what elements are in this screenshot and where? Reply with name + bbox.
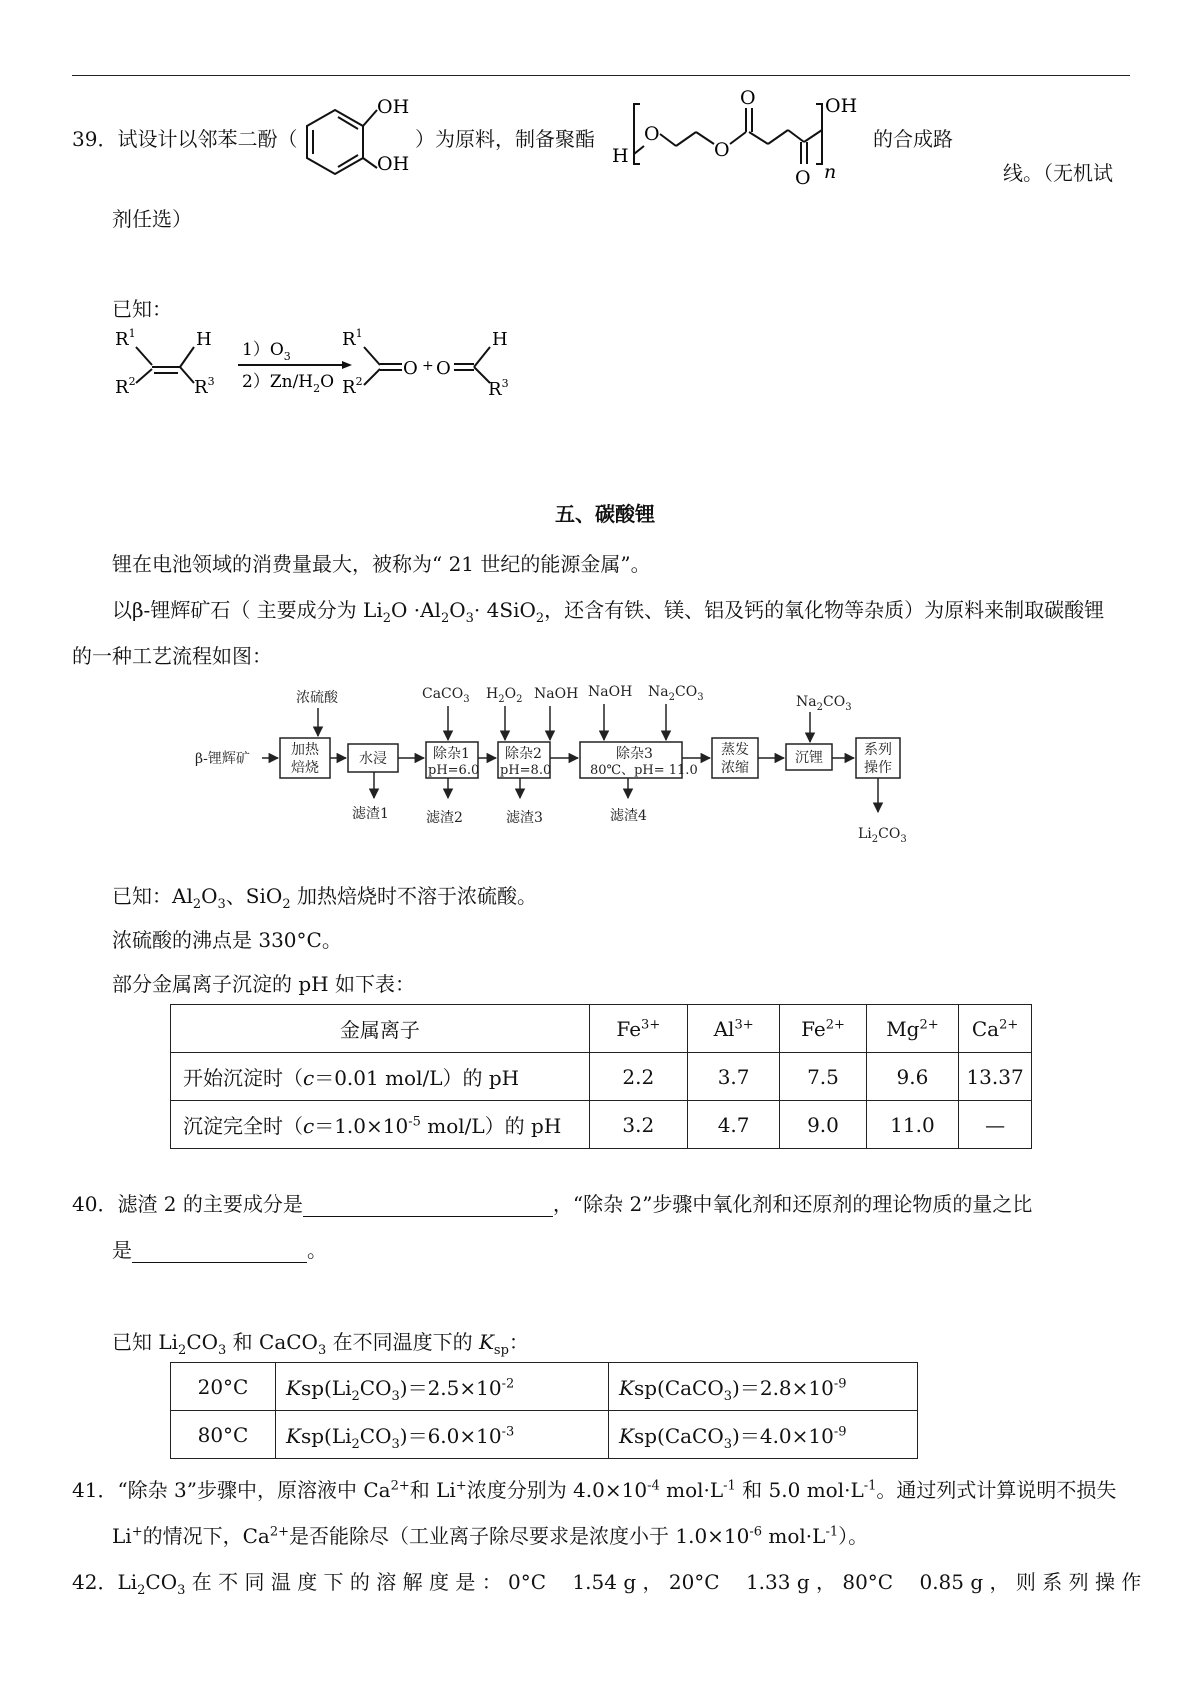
answer-blank-residue2[interactable]: [303, 1192, 553, 1217]
header-rule: [72, 75, 1130, 76]
known2-line3: 部分金属离子沉淀的 pH 如下表：: [112, 972, 415, 996]
svg-text:系列: 系列: [864, 742, 892, 758]
svg-text:除杂2: 除杂2: [505, 746, 542, 762]
reagent-naoh-2: NaOH: [588, 684, 633, 700]
oh-label-bottom: OH: [377, 153, 410, 175]
table-row: 20°C $Ksp(Li_2CO_3)=2.5\times 10^{-2}$ $Ksp(CaCO_3)=2.8\times 10^{-9}$: [171, 1363, 918, 1411]
residue-1: 滤渣1: [352, 806, 389, 822]
svg-text:R1: $R^1$: [115, 327, 136, 350]
svg-text:沉锂: 沉锂: [795, 750, 823, 766]
oh-end: OH: [825, 95, 858, 117]
svg-text:水浸: 水浸: [359, 751, 387, 767]
svg-text:H2O2: $H_2O_2$: [486, 686, 523, 705]
svg-text:R2: $R^2$: [115, 375, 136, 398]
q39-prefix: 39．试设计以邻苯二酚（: [72, 127, 298, 151]
h-end: H: [612, 145, 629, 167]
oh-label-top: OH: [377, 96, 410, 118]
ozonolysis-scheme: [110, 325, 580, 415]
process-flowchart: [190, 680, 1010, 855]
table-row: 80°C $Ksp(Li_2CO_3)=6.0\times 10^{-3}$ $Ksp(CaCO_3)=4.0\times 10^{-9}$: [171, 1411, 918, 1459]
svg-text:浓缩: 浓缩: [721, 760, 749, 776]
svg-text:除杂3: 除杂3: [616, 746, 653, 762]
intro-p3: 的一种工艺流程如图：: [72, 644, 272, 668]
svg-text:加热: 加热: [291, 742, 319, 758]
o-ketone: O: [403, 358, 418, 379]
known2-line1: 已知：$Al_2O_3$、SiO$_2$ 加热焙烧时不溶于浓硫酸。: [112, 884, 537, 912]
plus-sign: +: [422, 358, 434, 374]
svg-text:除杂1: 除杂1: [433, 746, 470, 762]
known2-line2: 浓硫酸的沸点是 330°C。: [112, 928, 342, 952]
intro-p2: 以β-锂辉矿石（ 主要成分为 $Li_2O \cdot Al_2O_3\cdot 4SiO_2$，还含有铁、镁、铝及钙的氧化物等杂质）为原料来制取碳酸锂: [112, 598, 1105, 626]
svg-text:焙烧: 焙烧: [291, 760, 319, 776]
h-alkene: H: [196, 329, 212, 350]
svg-text:R1: $R^1$: [342, 327, 363, 350]
precipitation-ph-table: [170, 1004, 1032, 1149]
intro-p1: 锂在电池领域的消费量最大，被称为“ 21 世纪的能源金属”。: [112, 552, 651, 576]
svg-text:Li2CO3: $Li_2CO_3$: [858, 826, 907, 845]
q39-suffix2: 线。（无机试: [1003, 161, 1113, 185]
catechol-structure: [285, 88, 415, 198]
table-header-row: 金属离子 $Fe^{3+}$ $Al^{3+}$ $Fe^{2+}$ $Mg^{2+}$ $Ca^{2+}$: [171, 1005, 1032, 1053]
q39-suffix: 的合成路: [873, 127, 953, 151]
svg-text:2）Zn/H2O: $2)Zn/H_2O$: [242, 372, 335, 395]
known3-line: 已知 $Li_2CO_3$ 和 CaCO$_3$ 在不同温度下的 $K_{sp}$：: [112, 1330, 529, 1358]
svg-text:pH=6.0: pH=6.0: [428, 763, 480, 778]
q41-line2: Li+的情况下，$Ca^{2+}$是否能除尽（工业离子除尽要求是浓度小于 $1.0\times 10^{-6}$ $mol\cdot L^{-1}$）。: [112, 1524, 869, 1548]
table-row: 开始沉淀时（c＝0.01 mol/L）的 pH 2.2 3.7 7.5 9.6 13.37: [171, 1053, 1032, 1101]
o-aldehyde: O: [436, 358, 451, 379]
q40-line2: 是 。: [112, 1238, 327, 1262]
flow-start: β-锂辉矿: [195, 751, 250, 767]
svg-text:蒸发: 蒸发: [721, 742, 749, 758]
q42-line: 42．$Li_2CO_3$ 在 不 同 温 度 下 的 溶 解 度 是 ： 0°C 1.54 g ， 20°C 1.33 g ， 80°C 0.85 g ， 则 系 列 操 作: [72, 1570, 1142, 1598]
residue-4: 滤渣4: [610, 808, 647, 824]
ksp-table: [170, 1362, 918, 1459]
svg-text:R3: $R^3$: [488, 377, 509, 400]
h-aldehyde: H: [492, 329, 508, 350]
q40-line1: 40．滤渣 2 的主要成分是 ，“除杂 2”步骤中氧化剂和还原剂的理论物质的量之比: [72, 1192, 1033, 1216]
svg-text:CaCO3: CaCO$_3$: [422, 686, 470, 705]
o-ether-2: O: [714, 139, 730, 161]
residue-3: 滤渣3: [506, 810, 543, 826]
table-row: 沉淀完全时（$c=1.0\times 10^{-5}$ mol/L）的 pH 3.2 4.7 9.0 11.0 —: [171, 1101, 1032, 1149]
known1-label: 已知：: [112, 297, 172, 321]
q39-line2: 剂任选）: [112, 207, 192, 231]
reagent-naoh-1: NaOH: [534, 686, 579, 702]
svg-text:pH=8.0: pH=8.0: [500, 763, 552, 778]
o-carbonyl-2: O: [795, 167, 811, 189]
polyester-structure: [610, 84, 870, 194]
section-title: 五、碳酸锂: [555, 502, 655, 526]
q39-mid: ）为原料，制备聚酯: [415, 127, 595, 151]
q41-line1: 41．“除杂 3”步骤中，原溶液中 $Ca^{2+}$和 Li+浓度分别为 $4.0\times 10^{-4}$ $mol\cdot L^{-1}$ 和 5.0 $mol\cdot L^{-1}$。通过列式计算说明不损失: [72, 1478, 1117, 1502]
svg-text:80℃、pH= 11.0: 80℃、pH= 11.0: [590, 763, 698, 778]
svg-text:操作: 操作: [864, 760, 892, 776]
svg-text:R3: $R^3$: [194, 375, 215, 398]
svg-text:Na2CO3: $Na_2CO_3$: [648, 684, 704, 703]
o-carbonyl-1: O: [740, 87, 756, 109]
reagent-sulfuric-acid: 浓硫酸: [296, 690, 338, 706]
svg-text:R2: $R^2$: [342, 375, 363, 398]
svg-text:1）O3: $1)O_3$: [242, 340, 291, 363]
o-ether-1: O: [644, 123, 660, 145]
residue-2: 滤渣2: [426, 810, 463, 826]
answer-blank-ratio[interactable]: [132, 1238, 307, 1263]
repeat-n: n: [824, 161, 837, 183]
svg-text:Na2CO3: $Na_2CO_3$: [796, 694, 852, 713]
